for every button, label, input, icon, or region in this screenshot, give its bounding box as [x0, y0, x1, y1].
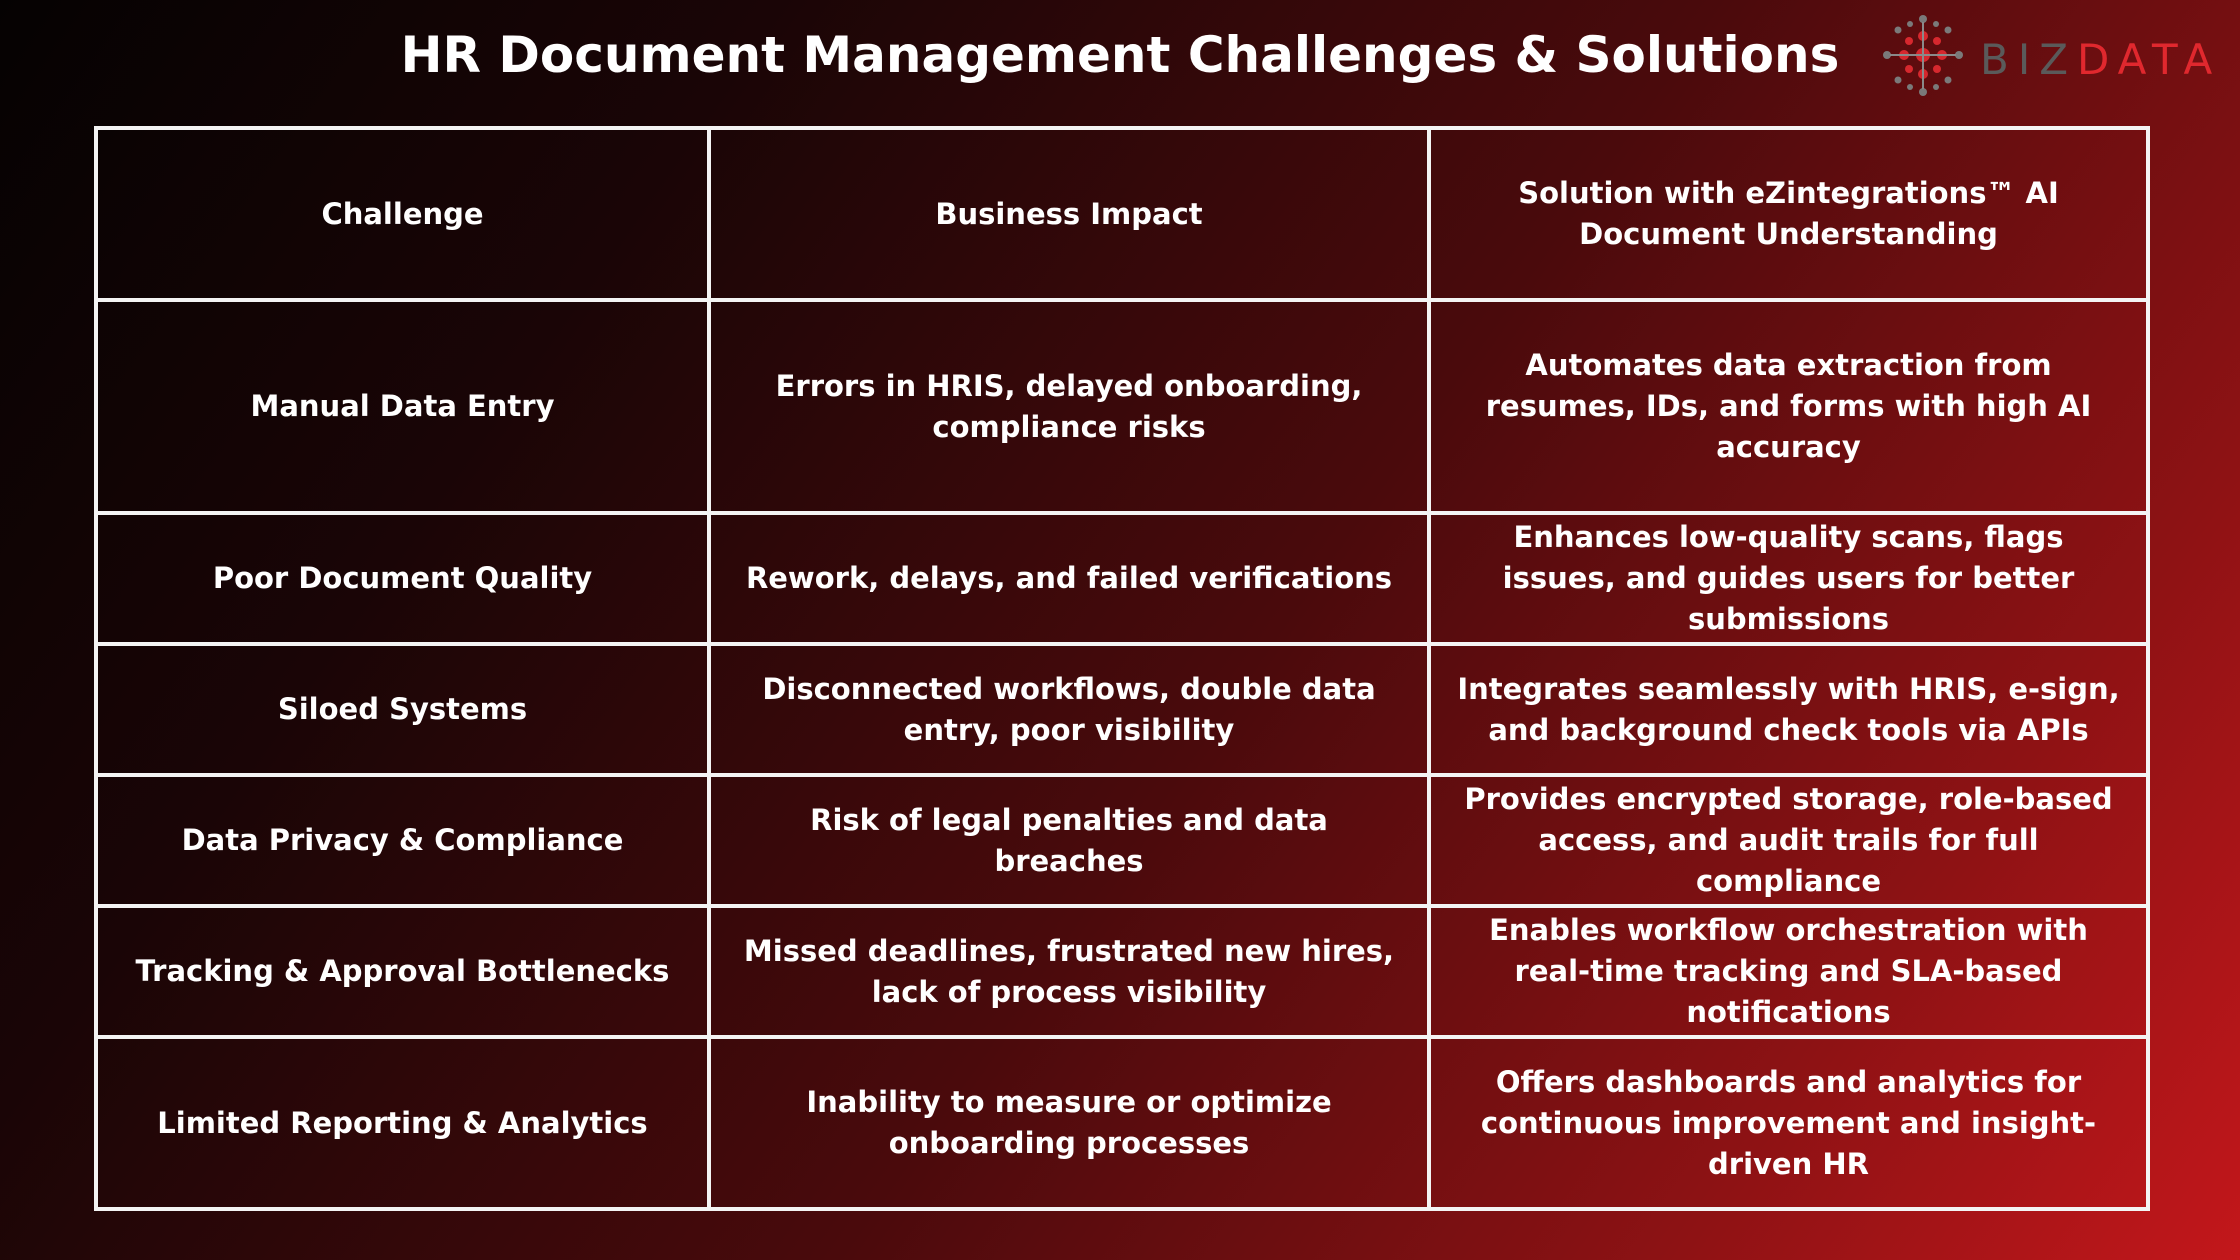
- logo-text-biz: BIZ: [1980, 35, 2077, 84]
- impact-cell: Rework, delays, and failed verifications: [709, 513, 1429, 644]
- solution-cell: Automates data extraction from resumes, IDs, and forms with high AI accuracy: [1429, 300, 2148, 513]
- logo-wordmark: [1980, 30, 2221, 90]
- logo-text-data: DATA: [2076, 35, 2222, 84]
- challenge-cell: Poor Document Quality: [96, 513, 709, 644]
- impact-cell: Risk of legal penalties and data breaches: [709, 775, 1429, 906]
- network-molecule-icon: [1868, 6, 1978, 106]
- solution-cell: Enhances low-quality scans, flags issues, and guides users for better submissions: [1429, 513, 2148, 644]
- table-row: [96, 906, 2148, 1037]
- solution-cell: Enables workflow orchestration with real-time tracking and SLA-based notifications: [1429, 906, 2148, 1037]
- solution-cell: Integrates seamlessly with HRIS, e-sign, and background check tools via APIs: [1429, 644, 2148, 775]
- challenge-cell: Tracking & Approval Bottlenecks: [96, 906, 709, 1037]
- impact-cell: Missed deadlines, frustrated new hires, lack of process visibility: [709, 906, 1429, 1037]
- challenge-cell: Limited Reporting & Analytics: [96, 1037, 709, 1209]
- header-challenge: Challenge: [96, 128, 709, 300]
- table-row: [96, 644, 2148, 775]
- challenge-cell: Data Privacy & Compliance: [96, 775, 709, 906]
- table-row: [96, 1037, 2148, 1209]
- challenge-cell: Siloed Systems: [96, 644, 709, 775]
- header-solution: Solution with eZintegrations™ AI Document Understanding: [1429, 128, 2148, 300]
- table-row: [96, 300, 2148, 513]
- table-header-row: [96, 128, 2148, 300]
- header-business-impact: Business Impact: [709, 128, 1429, 300]
- solution-cell: Provides encrypted storage, role-based access, and audit trails for full compliance: [1429, 775, 2148, 906]
- impact-cell: Disconnected workflows, double data entry, poor visibility: [709, 644, 1429, 775]
- challenges-solutions-table: [94, 126, 2150, 1211]
- page-title: HR Document Management Challenges & Solutions: [400, 26, 1840, 84]
- impact-cell: Errors in HRIS, delayed onboarding, compliance risks: [709, 300, 1429, 513]
- impact-cell: Inability to measure or optimize onboarding processes: [709, 1037, 1429, 1209]
- challenge-cell: Manual Data Entry: [96, 300, 709, 513]
- solution-cell: Offers dashboards and analytics for continuous improvement and insight-driven HR: [1429, 1037, 2148, 1209]
- table-row: [96, 775, 2148, 906]
- bizdata-logo: [1868, 6, 2228, 106]
- table-row: [96, 513, 2148, 644]
